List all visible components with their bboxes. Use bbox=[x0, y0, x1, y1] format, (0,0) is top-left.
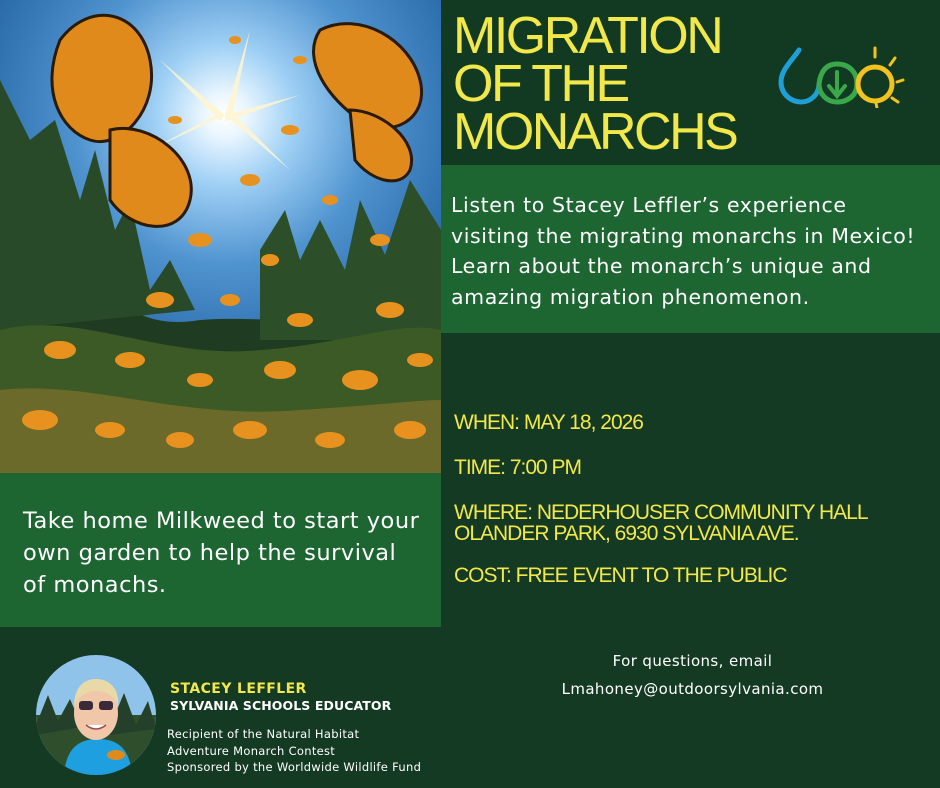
event-details bbox=[454, 412, 934, 610]
milkweed-note: Take home Milkweed to start your own garden to help the survival of monachs. bbox=[23, 508, 420, 598]
event-title: MIGRATION OF THE MONARCHS bbox=[453, 7, 737, 161]
educator-name: STACEY LEFFLER bbox=[170, 681, 307, 697]
educator-award: Recipient of the Natural Habitat Adventure Monarch Contest Sponsored by the Worldwide Wildlife Fund bbox=[167, 727, 422, 774]
event-when: WHEN: MAY 18, 2026 bbox=[454, 411, 643, 434]
educator-role: SYLVANIA SCHOOLS EDUCATOR bbox=[170, 698, 392, 713]
contact-info bbox=[540, 647, 845, 703]
monarch-photo-illustration bbox=[0, 0, 441, 473]
contact-prompt: For questions, email bbox=[612, 652, 773, 670]
monarch-butterflies-photo bbox=[0, 0, 441, 473]
event-where: WHERE: NEDERHOUSER COMMUNITY HALL OLANDER PARK, 6930 SYLVANIA AVE. bbox=[454, 501, 868, 545]
event-description: Listen to Stacey Leffler’s experience visiting the migrating monarchs in Mexico! Learn about the monarch’s unique and amazing migration phenomenon. bbox=[451, 193, 916, 309]
milkweed-panel bbox=[0, 473, 441, 627]
event-cost: COST: FREE EVENT TO THE PUBLIC bbox=[454, 564, 787, 587]
water-tree-sun-logo-icon bbox=[777, 40, 907, 108]
educator-avatar bbox=[36, 655, 156, 775]
title-section bbox=[441, 0, 940, 165]
contact-email[interactable]: Lmahoney@outdoorsylvania.com bbox=[561, 680, 824, 698]
educator-portrait-photo bbox=[36, 655, 156, 775]
event-time: TIME: 7:00 PM bbox=[454, 456, 582, 479]
